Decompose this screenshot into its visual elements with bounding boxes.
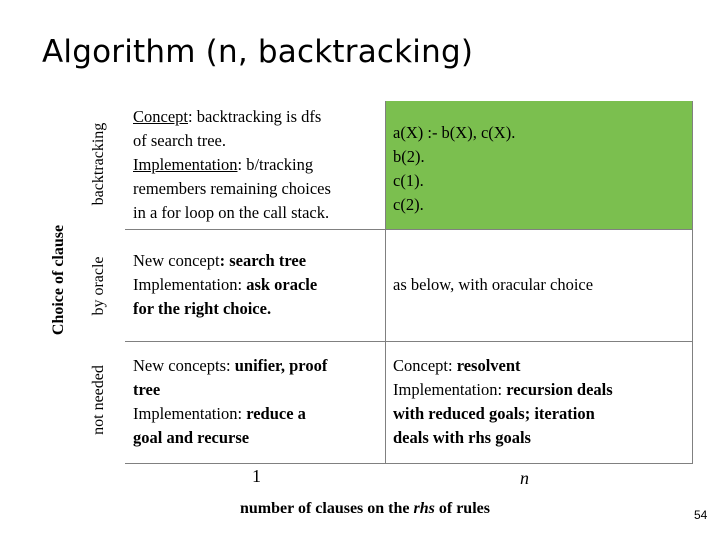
text-line: goal and recurse xyxy=(133,428,250,447)
row-divider xyxy=(125,229,693,230)
text-line: tree xyxy=(133,380,161,399)
row-divider xyxy=(125,341,693,342)
comparison-table xyxy=(125,101,693,463)
x-tick-1: 1 xyxy=(252,466,261,486)
text-line: New concept: search tree xyxy=(133,251,307,270)
table-bottom-border xyxy=(125,463,693,464)
text-line: for the right choice. xyxy=(133,299,272,318)
code-line: c(1). xyxy=(393,171,424,190)
page-number: 54 xyxy=(694,508,708,522)
text-line: as below, with oracular choice xyxy=(393,275,594,294)
cell-backtracking-1 xyxy=(125,101,385,229)
slide-title: Algorithm (n, backtracking) xyxy=(42,34,474,70)
text-line: Implementation: ask oracle xyxy=(133,275,318,294)
code-line: b(2). xyxy=(393,147,425,166)
cell-oracle-n xyxy=(385,229,693,341)
y-axis-label: Choice of clause xyxy=(50,224,67,336)
table-right-border xyxy=(692,101,693,464)
code-line: c(2). xyxy=(393,195,424,214)
text-line: Implementation: b/tracking xyxy=(133,155,314,174)
cell-not-needed-n xyxy=(385,341,693,463)
text-line: New concepts: unifier, proof xyxy=(133,356,328,375)
x-tick-n: n xyxy=(520,468,529,488)
cell-backtracking-n xyxy=(385,101,693,229)
row-label-by-oracle: by oracle xyxy=(90,256,107,316)
row-label-not-needed: not needed xyxy=(90,365,107,435)
text-line: Implementation: reduce a xyxy=(133,404,306,423)
text-line: remembers remaining choices xyxy=(133,179,331,198)
column-divider xyxy=(385,101,386,463)
text-line: Concept: resolvent xyxy=(393,356,521,375)
x-axis-label: number of clauses on the rhs of rules xyxy=(240,500,490,517)
cell-oracle-1 xyxy=(125,229,385,341)
text-line: with reduced goals; iteration xyxy=(393,404,595,423)
text-line: of search tree. xyxy=(133,131,226,150)
code-line: a(X) :- b(X), c(X). xyxy=(393,123,516,142)
row-label-backtracking: backtracking xyxy=(90,122,107,206)
text-line: Implementation: recursion deals xyxy=(393,380,613,399)
text-line: deals with rhs goals xyxy=(393,428,531,447)
text-line: Concept: backtracking is dfs xyxy=(133,107,322,126)
text-line: in a for loop on the call stack. xyxy=(133,203,330,222)
cell-not-needed-1 xyxy=(125,341,385,463)
